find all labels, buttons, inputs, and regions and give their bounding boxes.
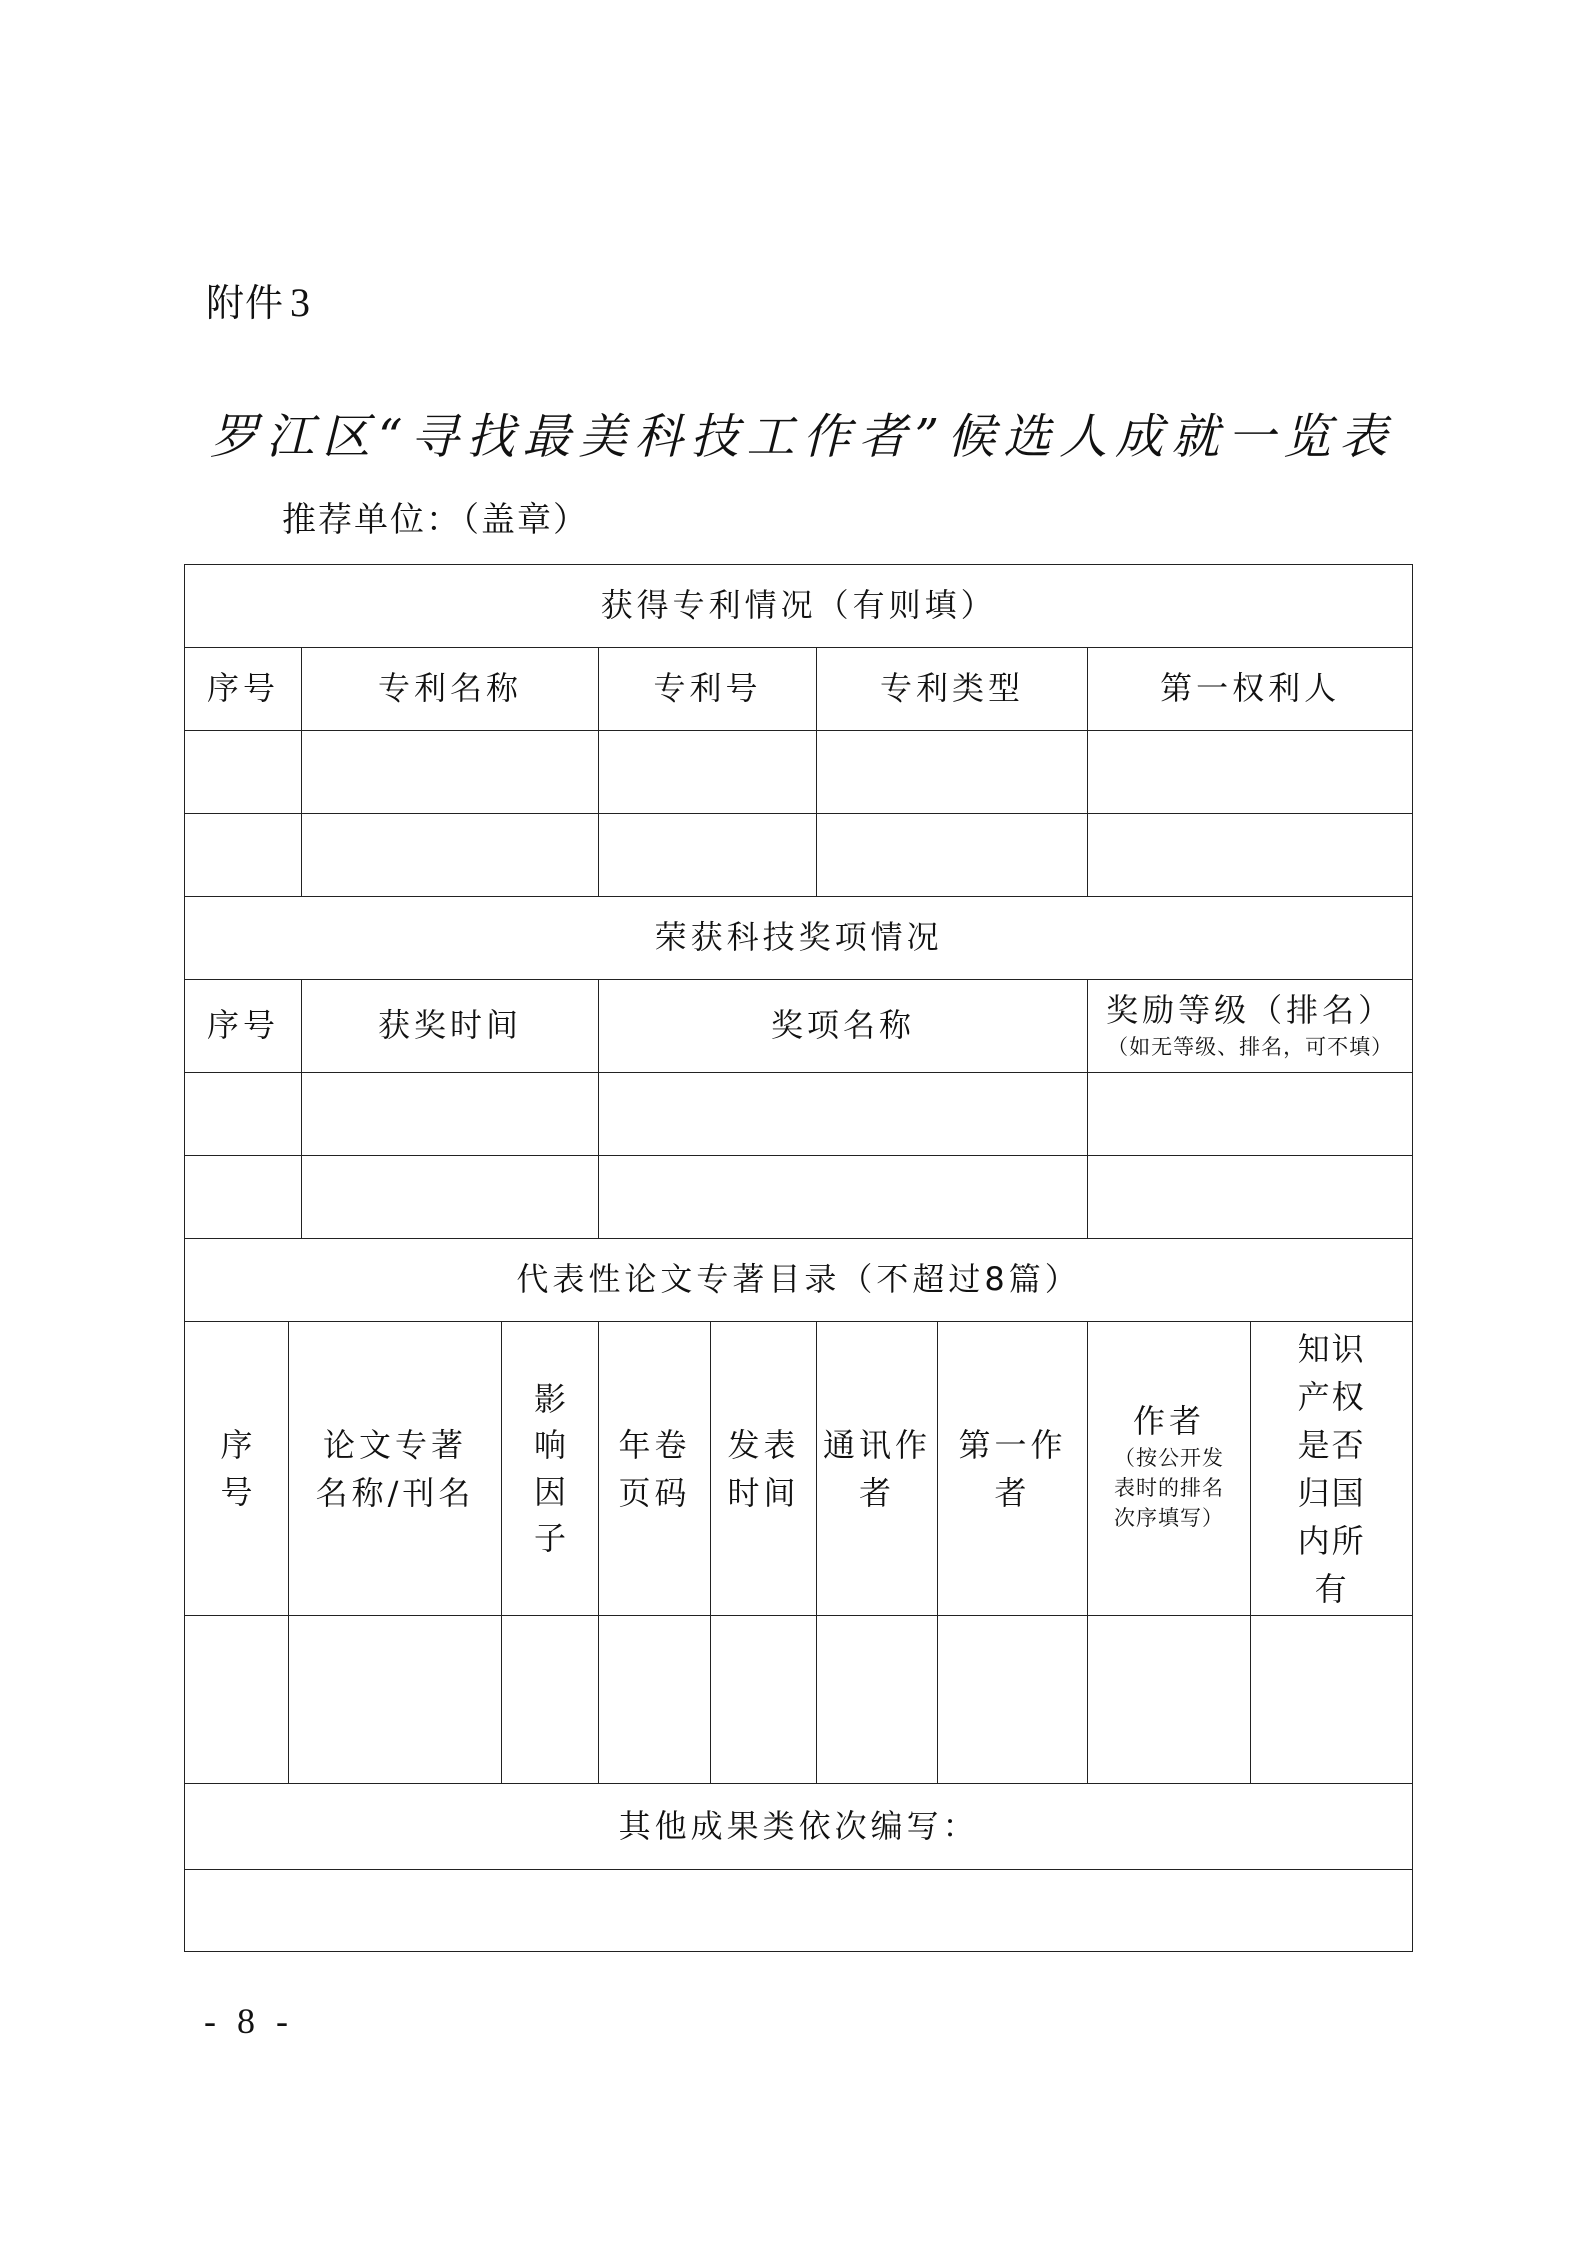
patent-cell[interactable] [1088,814,1413,897]
papers-col-ip [1251,1322,1413,1616]
papers-col-first-line1: 第一作 [958,1425,1067,1464]
attachment-label [206,272,311,327]
papers-col-impact [502,1322,599,1616]
patent-cell[interactable] [1088,731,1413,814]
patent-cell[interactable] [302,814,599,897]
award-cell[interactable] [185,1073,302,1156]
award-cell[interactable] [1088,1156,1413,1239]
patent-cell[interactable] [817,814,1088,897]
papers-col-author [1088,1322,1251,1616]
papers-col-date-line2: 时间 [727,1473,800,1512]
patent-row [185,731,1413,814]
papers-col-corr-line2: 者 [858,1473,895,1512]
papers-cell[interactable] [185,1616,289,1784]
page-title: 罗江区“寻找最美科技工作者”候选人成就一览表 [210,409,1396,465]
papers-cell[interactable] [817,1616,938,1784]
award-row [185,1156,1413,1239]
award-col-seq: 序号 [185,980,302,1073]
papers-col-title [289,1322,502,1616]
award-cell[interactable] [599,1156,1088,1239]
award-cell[interactable] [302,1073,599,1156]
papers-col-corr-line1: 通讯作 [822,1425,931,1464]
award-col-time: 获奖时间 [302,980,599,1073]
award-cell[interactable] [599,1073,1088,1156]
patent-col-seq: 序号 [185,648,302,731]
award-col-name: 奖项名称 [599,980,1088,1073]
patent-cell[interactable] [302,731,599,814]
papers-col-volume-line1: 年卷 [618,1425,691,1464]
patent-col-holder: 第一权利人 [1088,648,1413,731]
patent-cell[interactable] [817,731,1088,814]
award-cell[interactable] [1088,1073,1413,1156]
award-level-note: （如无等级、排名，可不填） [1107,1034,1394,1059]
award-cell[interactable] [185,1156,302,1239]
papers-cell[interactable] [289,1616,502,1784]
award-row [185,1073,1413,1156]
papers-col-author-label: 作者 [1132,1401,1205,1440]
other-achievements-cell[interactable] [185,1870,1413,1952]
papers-col-volume-line2: 页码 [618,1473,691,1512]
attachment-label-text: 附件 [206,281,285,325]
papers-cell[interactable] [1088,1616,1251,1784]
papers-col-title-line2: 名称/刊名 [315,1473,475,1512]
papers-cell[interactable] [599,1616,711,1784]
papers-col-date-line1: 发表 [727,1425,800,1464]
patent-cell[interactable] [599,731,817,814]
papers-col-title-line1: 论文专著 [322,1425,467,1464]
award-col-level [1088,980,1413,1073]
papers-cell[interactable] [502,1616,599,1784]
papers-cell[interactable] [711,1616,817,1784]
achievement-table [184,564,1413,1952]
patent-col-number: 专利号 [599,648,817,731]
papers-col-corresponding [817,1322,938,1616]
patent-col-name: 专利名称 [302,648,599,731]
papers-col-seq [185,1322,289,1616]
papers-col-volume [599,1322,711,1616]
page-number: - 8 - [204,2001,294,2041]
papers-col-date [711,1322,817,1616]
patent-cell[interactable] [185,814,302,897]
patent-row [185,814,1413,897]
papers-col-first-line2: 者 [994,1473,1031,1512]
papers-col-impact-text: 影响因子 [533,1379,566,1557]
papers-col-author-note: （按公开发表时的排名次序填写） [1114,1445,1224,1531]
patent-cell[interactable] [185,731,302,814]
patent-col-type: 专利类型 [817,648,1088,731]
award-cell[interactable] [302,1156,599,1239]
award-section-heading: 荣获科技奖项情况 [185,897,1413,980]
patent-cell[interactable] [599,814,817,897]
papers-col-seq-text: 序号 [220,1426,253,1511]
papers-col-ip-text: 知识产权是否归国内所有 [1297,1329,1366,1608]
other-achievements-note: 其他成果类依次编写： [185,1784,1413,1870]
patent-section-heading: 获得专利情况（有则填） [185,565,1413,648]
papers-section-heading: 代表性论文专著目录（不超过8篇） [185,1239,1413,1322]
papers-row [185,1616,1413,1784]
attachment-number: 3 [290,280,312,325]
recommender-line: 推荐单位：（盖章） [282,500,589,540]
papers-cell[interactable] [938,1616,1088,1784]
award-level-label: 奖励等级（排名） [1106,990,1395,1029]
papers-col-first-author [938,1322,1088,1616]
papers-cell[interactable] [1251,1616,1413,1784]
